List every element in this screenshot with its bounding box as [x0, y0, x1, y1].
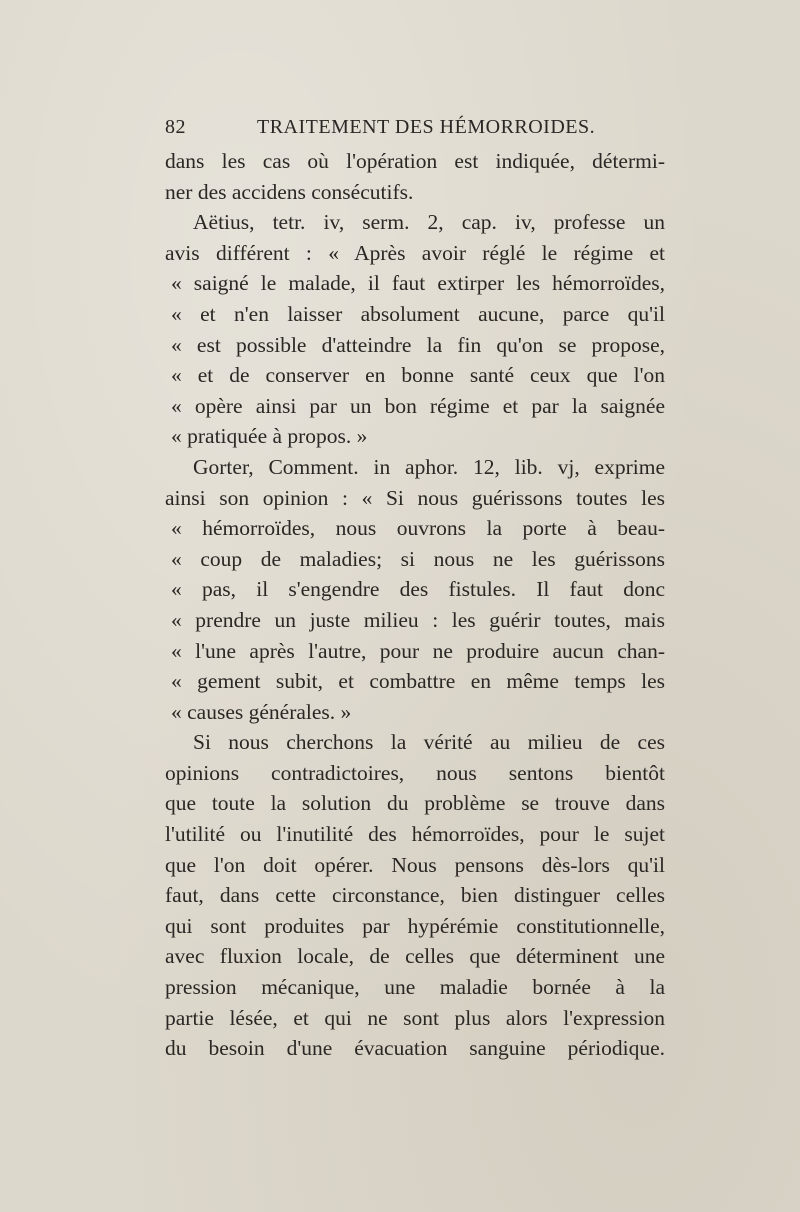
text-line: Gorter, Comment. in aphor. 12, lib. vj, exprime	[193, 454, 665, 479]
text-line: opinions contradictoires, nous sentons bientôt	[165, 760, 665, 785]
text-line: « causes générales. »	[171, 699, 352, 724]
text-line: « est possible d'atteindre la fin qu'on se propose,	[171, 332, 665, 357]
text-line: qui sont produites par hypérémie constitutionnelle,	[165, 913, 665, 938]
text-line: « hémorroïdes, nous ouvrons la porte à beau-	[171, 516, 665, 541]
text-line: « pratiquée à propos. »	[171, 424, 368, 449]
text-line: « opère ainsi par un bon régime et par la saignée	[171, 393, 665, 418]
running-head: TRAITEMENT DES HÉMORROIDES.	[257, 116, 596, 138]
text-line: partie lésée, et qui ne sont plus alors l'expression	[165, 1005, 665, 1030]
text-line: Aëtius, tetr. iv, serm. 2, cap. iv, professe un	[193, 210, 665, 235]
text-line: « l'une après l'autre, pour ne produire aucun chan-	[171, 638, 665, 663]
text-line: que l'on doit opérer. Nous pensons dès-lors qu'il	[165, 852, 665, 877]
text-line: « coup de maladies; si nous ne les guérissons	[171, 546, 665, 571]
text-line: dans les cas où l'opération est indiquée, détermi-	[165, 149, 665, 173]
text-line: avec fluxion locale, de celles que déterminent une	[165, 944, 665, 969]
body-text	[165, 146, 665, 1064]
page-number: 82	[165, 116, 186, 138]
text-line: « gement subit, et combattre en même temps les	[171, 669, 665, 694]
text-line: l'utilité ou l'inutilité des hémorroïdes, pour le sujet	[165, 822, 665, 847]
page-header	[165, 116, 665, 146]
text-line: « et de conserver en bonne santé ceux que l'on	[171, 363, 665, 388]
text-line: « prendre un juste milieu : les guérir toutes, mais	[171, 607, 665, 632]
text-line: « saigné le malade, il faut extirper les hémorroïdes,	[171, 271, 665, 296]
text-line: « pas, il s'engendre des fistules. Il faut donc	[171, 577, 665, 602]
text-line: que toute la solution du problème se trouve dans	[165, 791, 665, 816]
text-line: « et n'en laisser absolument aucune, parce qu'il	[171, 301, 665, 326]
text-line: ainsi son opinion : « Si nous guérissons toutes les	[165, 485, 665, 510]
text-line: faut, dans cette circonstance, bien distinguer celles	[165, 883, 665, 908]
text-line: avis différent : « Après avoir réglé le régime et	[165, 240, 665, 265]
text-line: ner des accidens consécutifs.	[165, 179, 414, 204]
text-line: pression mécanique, une maladie bornée à la	[165, 975, 665, 1000]
text-line: Si nous cherchons la vérité au milieu de ces	[193, 730, 665, 755]
text-line: du besoin d'une évacuation sanguine périodique.	[165, 1036, 665, 1061]
